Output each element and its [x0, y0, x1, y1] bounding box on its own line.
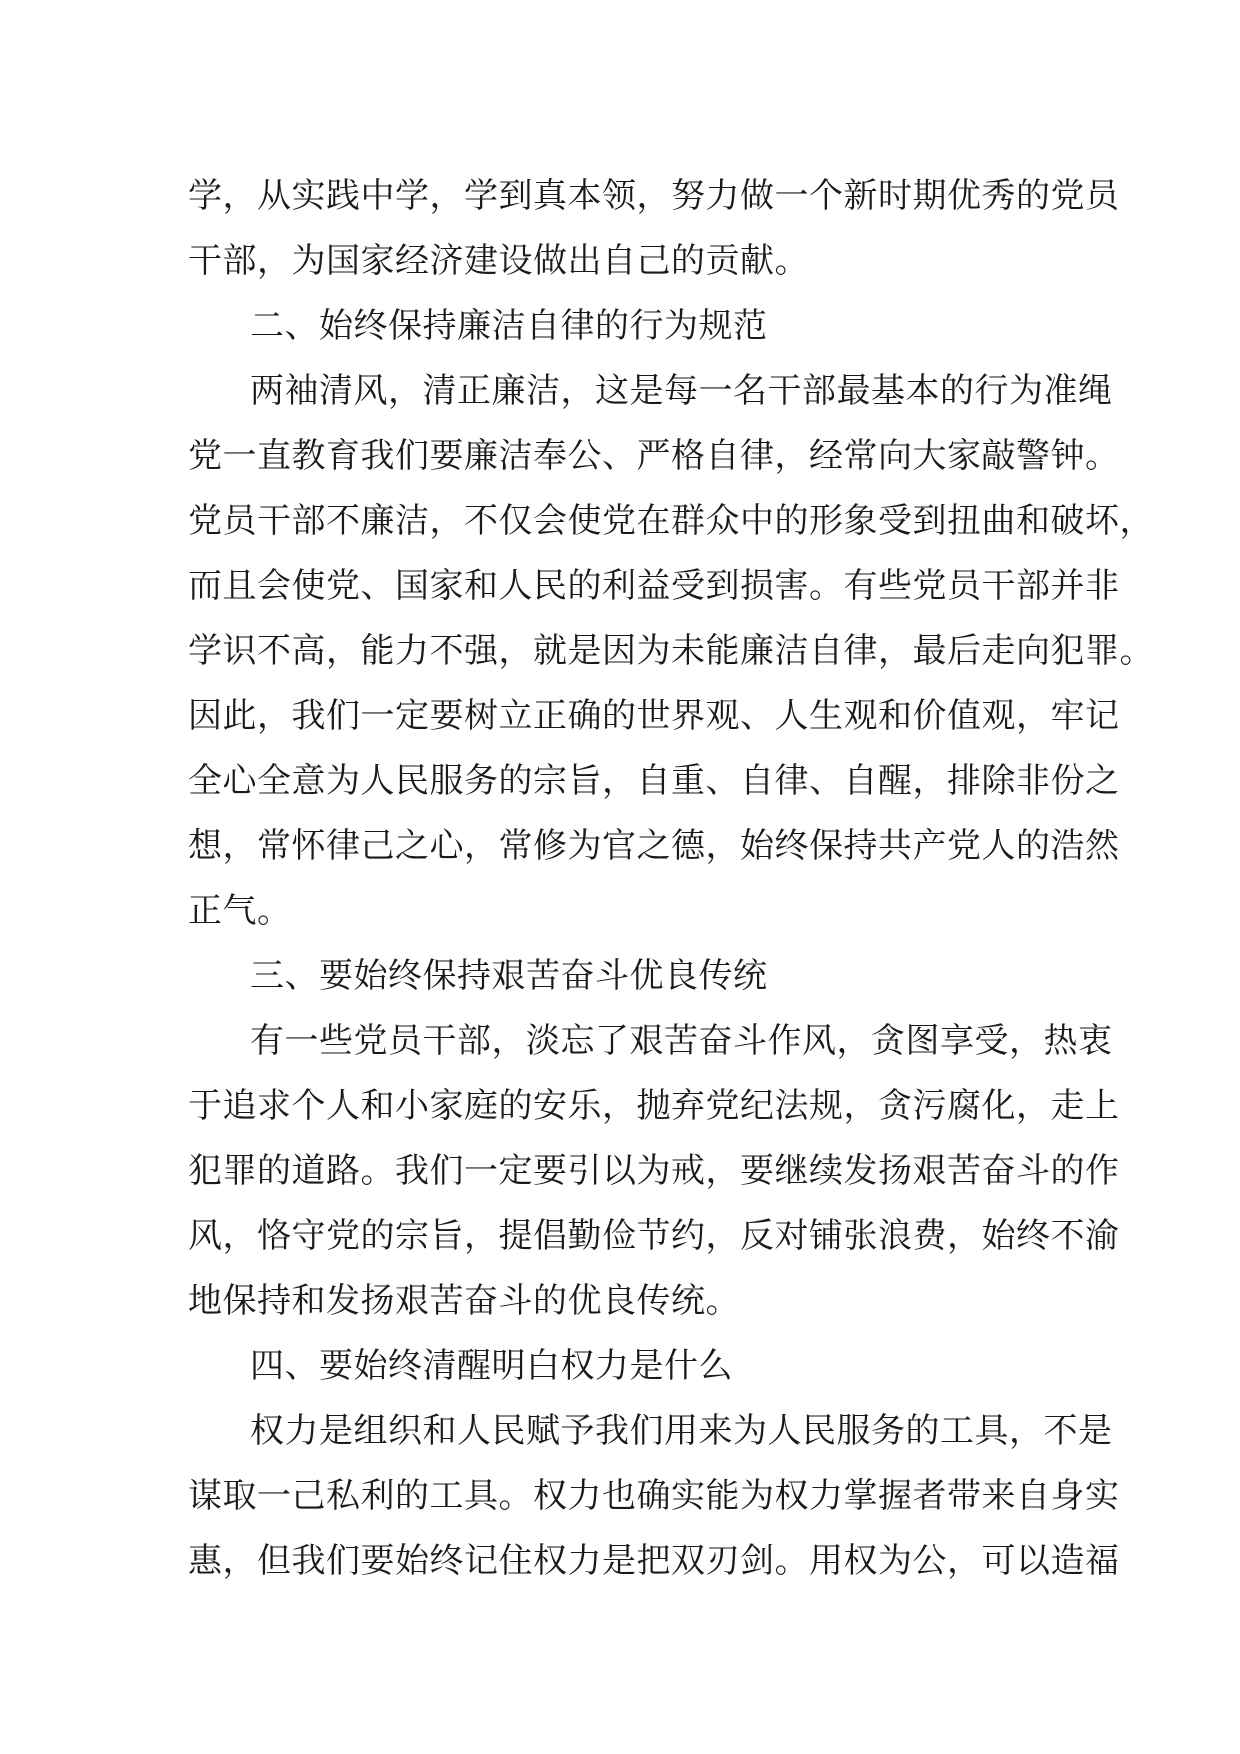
body-line: 于追求个人和小家庭的安乐，抛弃党纪法规，贪污腐化，走上 — [188, 1086, 1120, 1126]
document-body — [188, 164, 1154, 1594]
body-line: 犯罪的道路。我们一定要引以为戒，要继续发扬艰苦奋斗的作 — [188, 1151, 1120, 1191]
body-line: 党一直教育我们要廉洁奉公、严格自律，经常向大家敲警钟。 — [188, 436, 1120, 476]
body-line: 有一些党员干部，淡忘了艰苦奋斗作风，贪图享受，热衷 — [250, 1021, 1113, 1061]
body-line: 权力是组织和人民赋予我们用来为人民服务的工具，不是 — [250, 1411, 1113, 1451]
body-line: 惠，但我们要始终记住权力是把双刃剑。用权为公，可以造福 — [188, 1541, 1120, 1581]
body-line: 谋取一己私利的工具。权力也确实能为权力掌握者带来自身实 — [188, 1476, 1120, 1516]
body-line: 正气。 — [188, 891, 292, 931]
section-heading: 四、要始终清醒明白权力是什么 — [250, 1346, 733, 1386]
body-line: 想，常怀律己之心，常修为官之德，始终保持共产党人的浩然 — [188, 826, 1120, 866]
body-line: 而且会使党、国家和人民的利益受到损害。有些党员干部并非 — [188, 566, 1120, 606]
section-heading: 三、要始终保持艰苦奋斗优良传统 — [250, 956, 768, 996]
body-line: 党员干部不廉洁，不仅会使党在群众中的形象受到扭曲和破坏， — [188, 501, 1154, 541]
body-line: 全心全意为人民服务的宗旨，自重、自律、自醒，排除非份之 — [188, 761, 1120, 801]
body-line: 学，从实践中学，学到真本领，努力做一个新时期优秀的党员 — [188, 176, 1120, 216]
body-line: 学识不高，能力不强，就是因为未能廉洁自律，最后走向犯罪。 — [188, 631, 1154, 671]
section-heading: 二、始终保持廉洁自律的行为规范 — [250, 306, 768, 346]
body-line: 风，恪守党的宗旨，提倡勤俭节约，反对铺张浪费，始终不渝 — [188, 1216, 1120, 1256]
body-line: 因此，我们一定要树立正确的世界观、人生观和价值观，牢记 — [188, 696, 1120, 736]
body-line: 地保持和发扬艰苦奋斗的优良传统。 — [188, 1281, 740, 1321]
body-line: 两袖清风，清正廉洁，这是每一名干部最基本的行为准绳 — [250, 371, 1113, 411]
body-line: 干部，为国家经济建设做出自己的贡献。 — [188, 241, 809, 281]
